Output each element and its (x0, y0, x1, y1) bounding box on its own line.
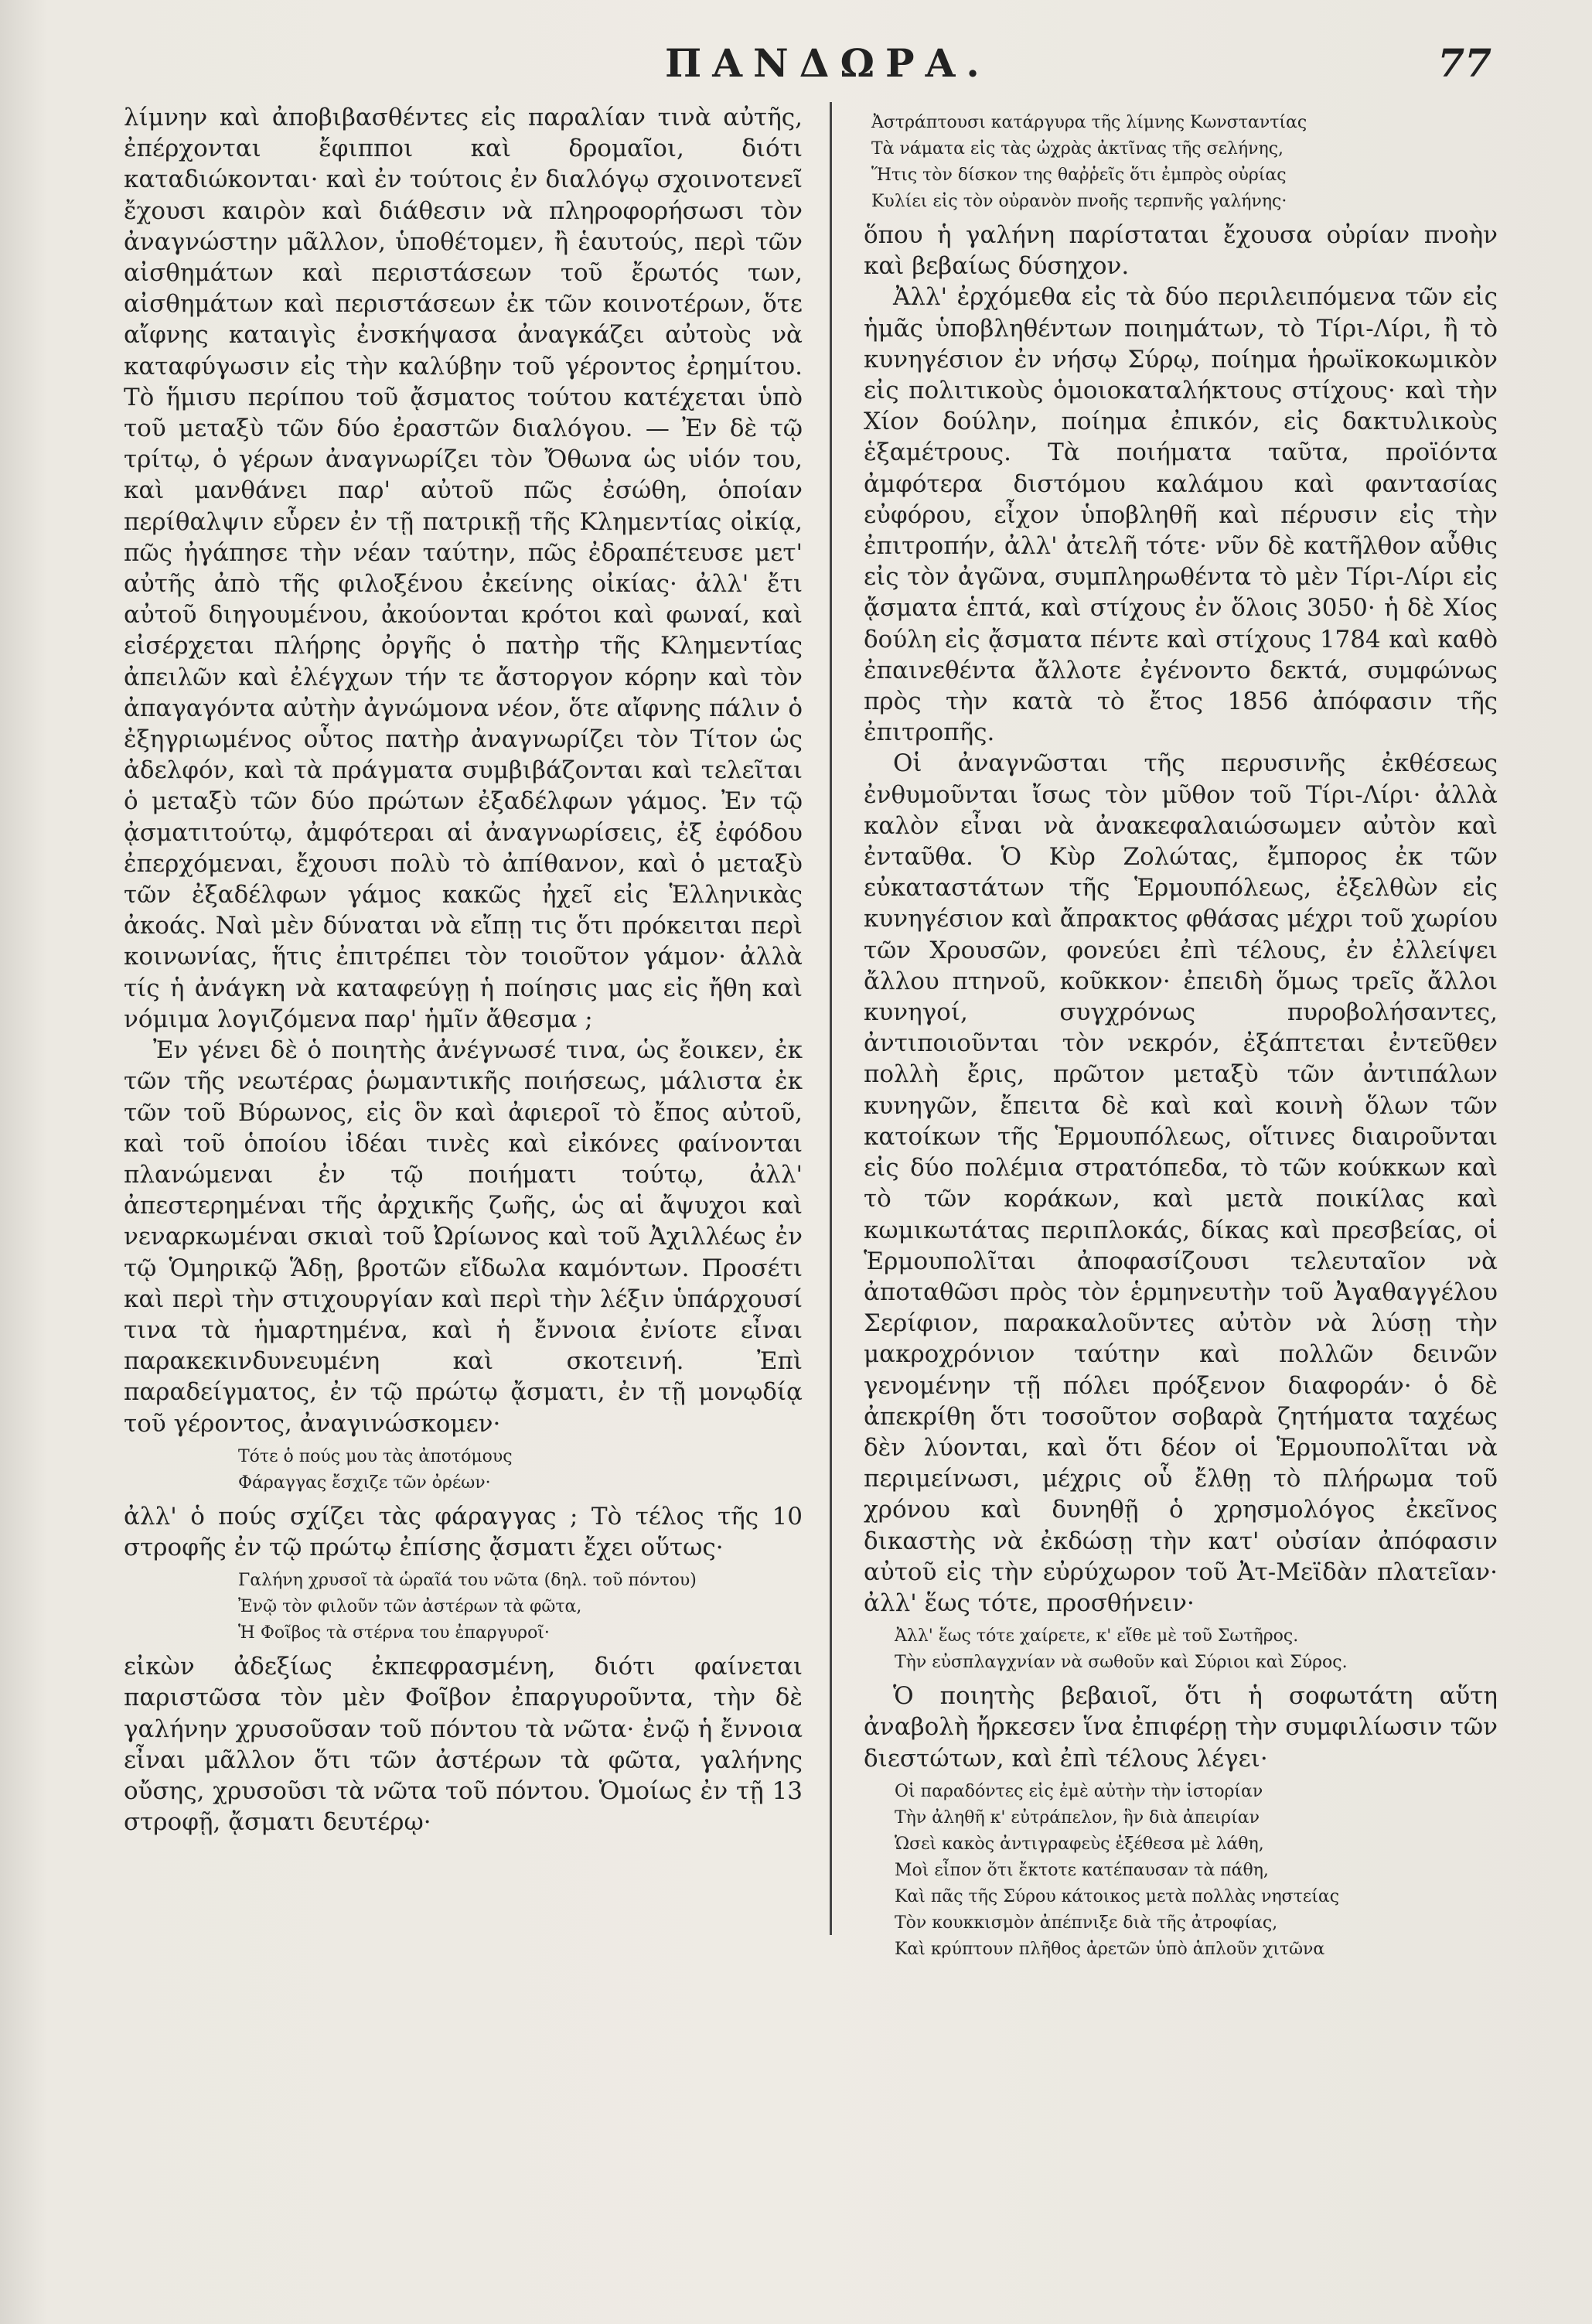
verse-line: Τὸν κουκκισμὸν ἀπέπνιξε διὰ τῆς ἀτροφίας, (895, 1913, 1278, 1933)
verse-line: Ὡσεὶ κακὸς ἀντιγραφεὺς ἐξέθεσα μὲ λάθη, (895, 1834, 1264, 1854)
verse-quote (895, 1623, 1498, 1676)
verse-line: Ἀλλ' ἕως τότε χαίρετε, κ' εἴθε μὲ τοῦ Σωτῆρος. (895, 1626, 1299, 1647)
verse-quote (238, 1568, 803, 1647)
verse-line: Οἱ παραδόντες εἰς ἐμὲ αὐτὴν τὴν ἱστορίαν (895, 1781, 1263, 1801)
verse-quote (238, 1444, 803, 1496)
verse-line: Μοὶ εἶπον ὅτι ἔκτοτε κατέπαυσαν τὰ πάθη, (895, 1860, 1269, 1880)
page-number: 77 (1437, 40, 1491, 86)
verse-line: Τὴν εὐσπλαγχνίαν νὰ σωθοῦν καὶ Σύριοι καὶ Σύρος. (895, 1653, 1348, 1673)
paragraph: Ἐν γένει δὲ ὁ ποιητὴς ἀνέγνωσέ τινα, ὡς ἔοικεν, ἐκ τῶν τῆς νεωτέρας ῥωμαντικῆς ποιήσεως, μάλιστα ἐκ τῶν τοῦ Βύρωνος, εἰς ὃν καὶ ἀφιεροῖ τὸ ἔπος αὐτοῦ, καὶ τοῦ ὁποίου ἰδέαι τινὲς καὶ εἰκόνες φαίνονται πλανώμεναι ἐν τῷ ποιήματι τούτῳ, ἀλλ' ἀπεστερημέναι τῆς ἀρχικῆς ζωῆς, ὡς αἱ ἄψυχοι καὶ νεναρκωμέναι σκιαὶ τοῦ Ὠρίωνος καὶ τοῦ Ἀχιλλέως ἐν τῷ Ὁμηρικῷ Ἅδῃ, βροτῶν εἴδωλα καμόντων. Προσέτι καὶ περὶ τὴν στιχουργίαν καὶ περὶ τὴν λέξιν ὑπάρχουσί τινα τὰ ἡμαρτημένα, καὶ ἡ ἔννοια ἐνίοτε εἶναι παρακεκινδυνευμένη καὶ σκοτεινή. Ἐπὶ παραδείγματος, ἐν τῷ πρώτῳ ᾄσματι, ἐν τῇ μονῳδίᾳ τοῦ γέροντος, ἀναγινώσκομεν· (124, 1036, 803, 1438)
paragraph: Οἱ ἀναγνῶσται τῆς περυσινῆς ἐκθέσεως ἐνθυμοῦνται ἴσως τὸν μῦθον τοῦ Τίρι-Λίρι· ἀλλὰ καλὸν εἶναι νὰ ἀνακεφαλαιώσωμεν αὐτὸν καὶ ἐνταῦθα. Ὁ Κὺρ Ζολώτας, ἔμπορος ἐκ τῶν εὐκαταστάτων τῆς Ἑρμουπόλεως, ἐξελθὼν εἰς κυνηγέσιον καὶ ἄπρακτος φθάσας μέχρι τοῦ χωρίου τῶν Χρουσῶν, φονεύει ἐπὶ τέλους, ἐν ἐλλείψει ἄλλου πτηνοῦ, κοῦκκον· ἐπειδὴ ὅμως τρεῖς ἄλλοι κυνηγοί, συγχρόνως πυροβολήσαντες, ἀντιποιοῦνται τὸν νεκρόν, ἐξάπτεται ἐντεῦθεν πολλὴ ἔρις, πρῶτον μεταξὺ τῶν ἀντιπάλων κυνηγῶν, ἔπειτα δὲ καὶ καὶ κοινὴ ὅλων τῶν κατοίκων τῆς Ἑρμουπόλεως, οἵτινες διαιροῦνται εἰς δύο πολέμια στρατόπεδα, τὸ τῶν κούκκων καὶ τὸ τῶν κοράκων, καὶ μετὰ ποικίλας καὶ κωμικωτάτας περιπλοκάς, δίκας καὶ πρεσβείας, οἱ Ἑρμουπολῖται ἀποφασίζουσι τελευταῖον νὰ ἀποταθῶσι πρὸς τὸν ἑρμηνευτὴν τοῦ Ἀγαθαγγέλου Σερίφιον, παρακαλοῦντες αὐτὸν νὰ λύσῃ τὴν μακροχρόνιον ταύτην καὶ πολλῶν δεινῶν γενομένην τῇ πόλει πρόξενον διαφοράν· ὁ δὲ ἀπεκρίθη ὅτι τοσοῦτον σοβαρὰ ζητήματα ταχέως δὲν λύονται, καὶ ὅτι δέον οἱ Ἑρμουπολῖται νὰ περιμείνωσι, μέχρις οὗ ἔλθῃ τὸ πλήρωμα τοῦ χρόνου καὶ δυνηθῇ ὁ χρησμολόγος ἐκεῖνος δικαστὴς νὰ ἐκδώσῃ τὴν κατ' οὐσίαν ἀπόφασιν αὐτοῦ εἰς τὴν εὐρύχωρον τοῦ Ἀτ-Μεϊδὰν πλατεῖαν· ἀλλ' ἕως τότε, προσθήνειν· (864, 749, 1498, 1617)
column-divider (830, 102, 832, 1935)
verse-quote (871, 110, 1498, 215)
verse-line: Κυλίει εἰς τὸν οὐρανὸν πνοῆς τερπνῆς γαλήνης· (871, 192, 1287, 211)
page-header (0, 40, 1592, 94)
verse-line: Ἀστράπτουσι κατάργυρα τῆς λίμνης Κωνσταντίας (871, 113, 1307, 132)
paragraph: Ἀλλ' ἐρχόμεθα εἰς τὰ δύο περιλειπόμενα τῶν εἰς ἡμᾶς ὑποβληθέντων ποιημάτων, τὸ Τίρι-Λίρι, ἢ τὸ κυνηγέσιον ἐν νήσῳ Σύρῳ, ποίημα ἡρωϊκοκωμικὸν εἰς πολιτικοὺς ὁμοιοκαταλήκτους στίχους· καὶ τὴν Χίον δούλην, ποίημα ἐπικόν, εἰς δακτυλικοὺς ἑξαμέτρους. Τὰ ποιήματα ταῦτα, προϊόντα ἀμφότερα διστόμου καλάμου καὶ φαντασίας εὐφόρου, εἶχον ὑποβληθῆ καὶ πέρυσιν εἰς τὴν ἐπιτροπήν, ἀλλ' ἀτελῆ τότε· νῦν δὲ κατῆλθον αὖθις εἰς τὸν ἀγῶνα, συμπληρωθέντα τὸ μὲν Τίρι-Λίρι εἰς ᾄσματα ἑπτά, καὶ στίχους ἐν ὅλοις 3050· ἡ δὲ Χίος δούλη εἰς ᾄσματα πέντε καὶ στίχους 1784 καὶ καθὸ ἐπαινεθέντα ἄλλοτε ἐγένοντο δεκτά, συμφώνως πρὸς τὴν κατὰ τὸ ἔτος 1856 ἀπόφασιν τῆς ἐπιτροπῆς. (864, 283, 1498, 747)
right-column (864, 110, 1498, 1967)
verse-line: Τὴν ἀληθῆ κ' εὐτράπελον, ἣν διὰ ἀπειρίαν (895, 1807, 1260, 1827)
verse-line: Τότε ὁ πούς μου τὰς ἀποτόμους (238, 1446, 513, 1466)
paragraph: εἰκὼν ἀδεξίως ἐκπεφρασμένη, διότι φαίνεται παριστῶσα τὸν μὲν Φοῖβον ἐπαργυροῦντα, τὴν δὲ γαλήνην χρυσοῦσαν τοῦ πόντου τὰ νῶτα· ἐνῷ ἡ ἔννοια εἶναι μᾶλλον ὅτι τῶν ἀστέρων τὰ φῶτα, γαλήνης οὔσης, χρυσοῦσι τὰ νῶτα τοῦ πόντου. Ὁμοίως ἐν τῇ 13 στροφῇ, ᾄσματι δευτέρῳ· (124, 1653, 803, 1837)
verse-line: Ἡ Φοῖβος τὰ στέρνα του ἐπαργυροῖ· (238, 1623, 550, 1643)
verse-line: Ἥτις τὸν δίσκον της θαῤῥεῖς ὅτι ἐμπρὸς οὐρίας (871, 166, 1287, 185)
verse-line: Φάραγγας ἔσχιζε τῶν ὀρέων· (238, 1473, 491, 1493)
verse-line: Τὰ νάματα εἰς τὰς ὠχρὰς ἀκτῖνας τῆς σελήνης, (871, 139, 1284, 159)
running-title: ΠΑΝΔΩΡΑ. (665, 40, 990, 86)
verse-line: Ἐνῷ τὸν φιλοῦν τῶν ἀστέρων τὰ φῶτα, (238, 1597, 582, 1617)
verse-line: Γαλήνη χρυσοῖ τὰ ὡραῖά του νῶτα (δηλ. τοῦ πόντου) (238, 1571, 697, 1591)
verse-quote (895, 1779, 1498, 1963)
paragraph: Ὁ ποιητὴς βεβαιοῖ, ὅτι ἡ σοφωτάτη αὕτη ἀναβολὴ ἤρκεσεν ἵνα ἐπιφέρῃ τὴν συμφιλίωσιν τῶν διεστώτων, καὶ ἐπὶ τέλους λέγει· (864, 1682, 1498, 1773)
paragraph: λίμνην καὶ ἀποβιβασθέντες εἰς παραλίαν τινὰ αὐτῆς, ἐπέρχονται ἔφιπποι καὶ δρομαῖοι, διότι καταδιώκονται· καὶ ἐν τούτοις ἐν διαλόγῳ σχοινοτενεῖ ἔχουσι καιρὸν καὶ διάθεσιν νὰ πληροφορήσωσι τὸν ἀναγνώστην μᾶλλον, ὑποθέτομεν, ἢ ἑαυτούς, περὶ τῶν αἰσθημάτων καὶ περιστάσεων τοῦ ἔρωτός των, αἰσθημάτων καὶ περιστάσεων ἐκ τῶν κοινοτέρων, ὅτε αἴφνης καταιγὶς ἐνσκήψασα ἀναγκάζει αὐτοὺς νὰ καταφύγωσιν εἰς τὴν καλύβην τοῦ γέροντος ἐρημίτου. Τὸ ἥμισυ περίπου τοῦ ᾄσματος τούτου κατέχεται ὑπὸ τοῦ μεταξὺ τῶν δύο ἐραστῶν διαλόγου. — Ἐν δὲ τῷ τρίτῳ, ὁ γέρων ἀναγνωρίζει τὸν Ὄθωνα ὡς υἱόν του, καὶ μανθάνει παρ' αὐτοῦ πῶς ἐσώθη, ὁποίαν περίθαλψιν εὗρεν ἐν τῇ πατρικῇ τῆς Κλημεντίας οἰκίᾳ, πῶς ἠγάπησε τὴν νέαν ταύτην, πῶς ἐδραπέτευσε μετ' αὐτῆς ἀπὸ τῆς φιλοξένου ἐκείνης οἰκίας· ἀλλ' ἔτι αὐτοῦ διηγουμένου, ἀκούονται κρότοι καὶ φωναί, καὶ εἰσέρχεται πλήρης ὀργῆς ὁ πατὴρ τῆς Κλημεντίας ἀπειλῶν καὶ ἐλέγχων τήν τε ἄστοργον κόρην καὶ τὸν ἀπαγαγόντα αὐτὴν ἀγνώμονα νέον, ὅτε αἴφνης πάλιν ὁ ἐξηγριωμένος οὗτος πατὴρ ἀναγνωρίζει τὸν Τίτον ὡς ἀδελφόν, καὶ τὰ πράγματα συμβιβάζονται καὶ τελεῖται ὁ μεταξὺ τῶν δύο πρώτων ἐξαδέλφων γάμος. Ἐν τῷ ᾀσματιτούτῳ, ἀμφότεραι αἱ ἀναγνωρίσεις, ἐξ ἐφόδου ἐπερχόμεναι, ἔχουσι πολὺ τὸ ἀπίθανον, καὶ ὁ μεταξὺ τῶν ἐξαδέλφων γάμος κακῶς ἠχεῖ εἰς Ἑλληνικὰς ἀκοάς. Ναὶ μὲν δύναται νὰ εἴπῃ τις ὅτι πρόκειται περὶ κοινωνίας, ἥτις ἐπιτρέπει τὸν τοιοῦτον γάμον· ἀλλὰ τίς ἡ ἀνάγκη νὰ καταφεύγῃ ἡ ποίησις μας εἰς ἤθη καὶ νόμιμα λογιζόμενα παρ' ἡμῖν ἄθεσμα ; (124, 104, 803, 1033)
verse-line: Καὶ κρύπτουν πλῆθος ἀρετῶν ὑπὸ ἁπλοῦν χιτῶνα (895, 1939, 1325, 1959)
paragraph: ἀλλ' ὁ πούς σχίζει τὰς φάραγγας ; Τὸ τέλος τῆς 10 στροφῆς ἐν τῷ πρώτῳ ἐπίσης ᾄσματι ἔχει οὕτως· (124, 1502, 803, 1561)
left-column (124, 102, 803, 1838)
verse-line: Καὶ πᾶς τῆς Σύρου κάτοικος μετὰ πολλὰς νηστείας (895, 1886, 1340, 1906)
paragraph: ὅπου ἡ γαλήνη παρίσταται ἔχουσα οὐρίαν πνοὴν καὶ βεβαίως δύσηχον. (864, 221, 1498, 281)
